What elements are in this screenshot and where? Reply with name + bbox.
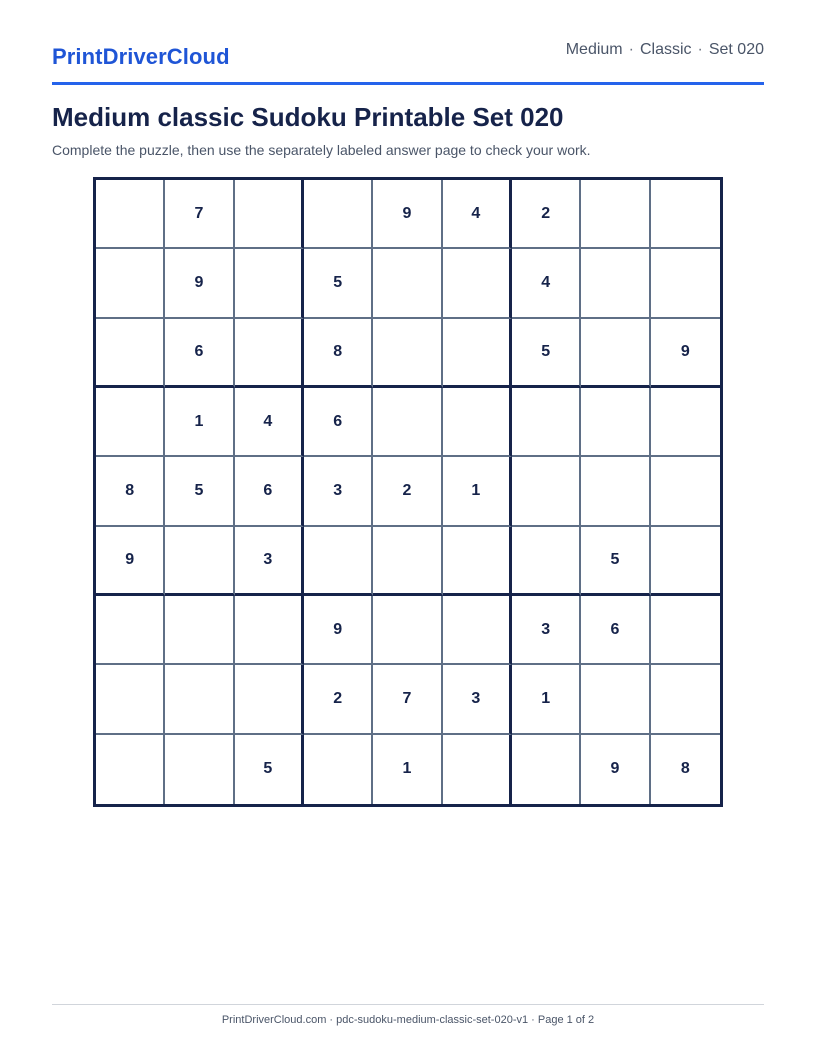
sudoku-empty-cell[interactable] xyxy=(512,457,581,526)
sudoku-given-cell: 7 xyxy=(373,665,442,734)
meta-set: Set 020 xyxy=(708,41,764,58)
sudoku-empty-cell[interactable] xyxy=(443,596,512,665)
sudoku-given-cell: 4 xyxy=(235,388,304,457)
sudoku-empty-cell[interactable] xyxy=(581,319,650,388)
sudoku-empty-cell[interactable] xyxy=(581,388,650,457)
sudoku-empty-cell[interactable] xyxy=(443,249,512,318)
sudoku-empty-cell[interactable] xyxy=(581,457,650,526)
meta-style: Classic xyxy=(639,41,692,58)
sudoku-given-cell: 3 xyxy=(304,457,373,526)
sudoku-empty-cell[interactable] xyxy=(581,665,650,734)
sudoku-empty-cell[interactable] xyxy=(96,596,165,665)
sudoku-empty-cell[interactable] xyxy=(443,388,512,457)
sudoku-given-cell: 3 xyxy=(235,527,304,596)
sudoku-given-cell: 8 xyxy=(304,319,373,388)
meta-difficulty: Medium xyxy=(565,41,623,58)
sudoku-given-cell: 9 xyxy=(165,249,234,318)
sudoku-empty-cell[interactable] xyxy=(96,388,165,457)
page-title: Medium classic Sudoku Printable Set 020 xyxy=(52,102,564,132)
sudoku-given-cell: 8 xyxy=(680,760,690,778)
sudoku-given-cell: 4 xyxy=(443,180,512,249)
sudoku-given-cell: 5 xyxy=(581,527,650,596)
sudoku-empty-cell[interactable] xyxy=(304,180,373,249)
sudoku-empty-cell[interactable] xyxy=(512,527,581,596)
sudoku-empty-cell[interactable] xyxy=(96,180,165,249)
sudoku-empty-cell[interactable] xyxy=(373,596,442,665)
sudoku-empty-cell[interactable] xyxy=(165,527,234,596)
sudoku-empty-cell[interactable] xyxy=(373,388,442,457)
sudoku-given-cell: 2 xyxy=(512,180,581,249)
sudoku-given-cell: 5 xyxy=(512,319,581,388)
sudoku-empty-cell[interactable] xyxy=(651,665,720,734)
sudoku-empty-cell[interactable] xyxy=(165,596,234,665)
sudoku-empty-cell[interactable] xyxy=(235,596,304,665)
meta-separator: · xyxy=(628,41,634,58)
sudoku-given-cell: 2 xyxy=(373,457,442,526)
brand-logo-text: PrintDriverCloud xyxy=(52,44,230,69)
sudoku-given-cell: 1 xyxy=(512,665,581,734)
sudoku-empty-cell[interactable] xyxy=(373,319,442,388)
sudoku-given-cell: 8 xyxy=(96,457,165,526)
sudoku-given-cell: 6 xyxy=(581,596,650,665)
sudoku-empty-cell[interactable] xyxy=(304,527,373,596)
sudoku-empty-cell[interactable] xyxy=(651,596,720,665)
sudoku-empty-cell[interactable] xyxy=(235,180,304,249)
meta-separator: · xyxy=(697,41,703,58)
sudoku-given-cell: 3 xyxy=(443,665,512,734)
sudoku-given-cell: 6 xyxy=(235,457,304,526)
sudoku-empty-cell[interactable] xyxy=(581,249,650,318)
sudoku-empty-cell[interactable] xyxy=(651,527,720,596)
sudoku-empty-cell[interactable] xyxy=(373,249,442,318)
sudoku-empty-cell[interactable] xyxy=(96,735,165,804)
footer-rule xyxy=(52,1004,764,1005)
sudoku-empty-cell[interactable] xyxy=(443,735,512,804)
sudoku-empty-cell[interactable] xyxy=(304,735,373,804)
sudoku-empty-cell[interactable] xyxy=(235,249,304,318)
page-subtitle: Complete the puzzle, then use the separately labeled answer page to check your work. xyxy=(52,142,591,158)
sudoku-given-cell: 7 xyxy=(165,180,234,249)
sudoku-given-cell: 5 xyxy=(304,249,373,318)
sudoku-given-cell: 5 xyxy=(165,457,234,526)
page-footer: PrintDriverCloud.com · pdc-sudoku-medium-classic-set-020-v1 · Page 1 of 2 xyxy=(221,1014,595,1026)
sudoku-empty-cell[interactable] xyxy=(96,249,165,318)
sudoku-empty-cell[interactable] xyxy=(373,527,442,596)
sudoku-empty-cell[interactable] xyxy=(581,180,650,249)
header-rule xyxy=(52,82,764,85)
sudoku-empty-cell[interactable] xyxy=(512,388,581,457)
sudoku-empty-cell[interactable] xyxy=(96,665,165,734)
sudoku-given-cell: 1 xyxy=(373,735,442,804)
sudoku-given-cell: 9 xyxy=(651,319,720,388)
sudoku-empty-cell[interactable] xyxy=(512,735,581,804)
sudoku-given-cell: 5 xyxy=(235,735,304,804)
puzzle-meta xyxy=(566,41,764,59)
sudoku-given-cell: 3 xyxy=(512,596,581,665)
sudoku-given-cell: 2 xyxy=(304,665,373,734)
sudoku-empty-cell[interactable] xyxy=(651,388,720,457)
sudoku-given-cell: 9 xyxy=(96,527,165,596)
sudoku-given-cell: 1 xyxy=(443,457,512,526)
sudoku-empty-cell[interactable] xyxy=(443,527,512,596)
sudoku-empty-cell[interactable] xyxy=(235,665,304,734)
sudoku-empty-cell[interactable] xyxy=(443,319,512,388)
sudoku-empty-cell[interactable] xyxy=(96,319,165,388)
sudoku-given-cell: 6 xyxy=(165,319,234,388)
sudoku-empty-cell[interactable] xyxy=(651,457,720,526)
sudoku-given-cell: 9 xyxy=(581,735,650,804)
sudoku-grid xyxy=(93,177,723,807)
sudoku-empty-cell[interactable] xyxy=(165,735,234,804)
sudoku-empty-cell[interactable] xyxy=(235,319,304,388)
sudoku-given-cell: 9 xyxy=(373,180,442,249)
sudoku-given-cell: 1 xyxy=(165,388,234,457)
sudoku-given-cell: 6 xyxy=(304,388,373,457)
sudoku-given-cell: 9 xyxy=(304,596,373,665)
sudoku-empty-cell[interactable] xyxy=(165,665,234,734)
sudoku-empty-cell[interactable] xyxy=(651,249,720,318)
sudoku-empty-cell[interactable] xyxy=(651,180,720,249)
sudoku-given-cell: 4 xyxy=(512,249,581,318)
